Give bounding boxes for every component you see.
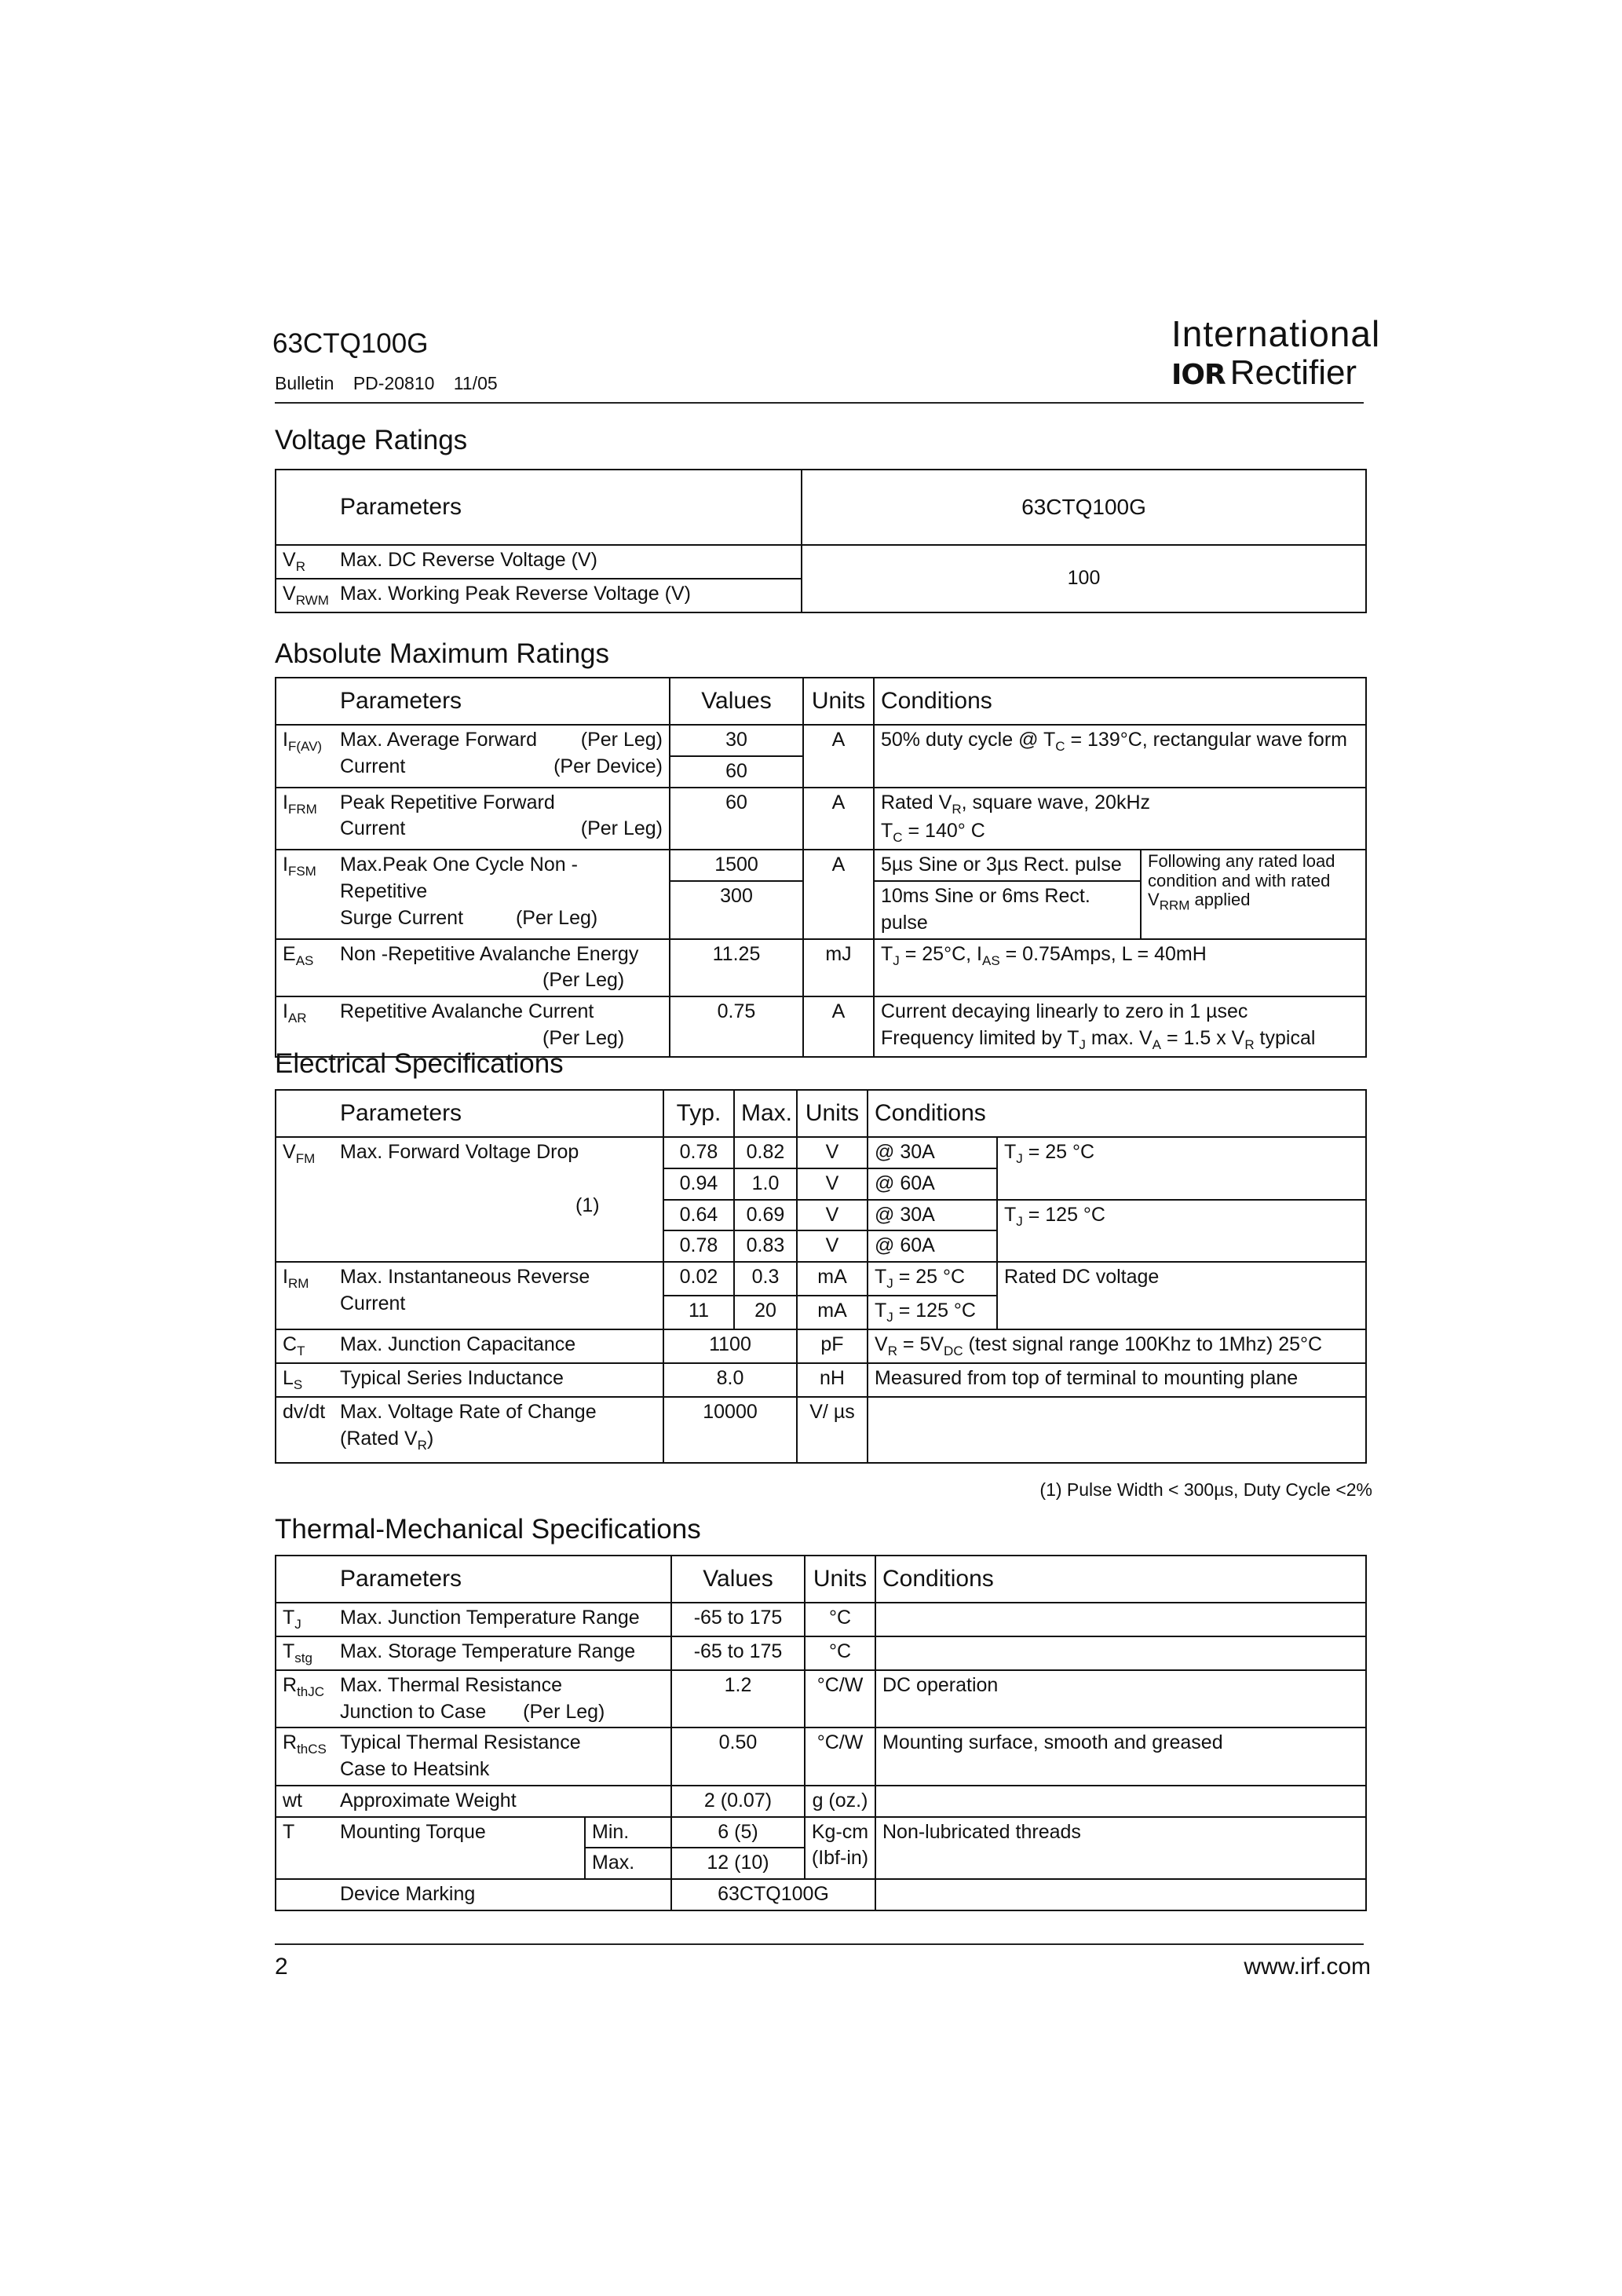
value-iar: 0.75 — [670, 996, 803, 1057]
elec-title: Electrical Specifications — [275, 1048, 564, 1079]
param-ls: Typical Series Inductance — [334, 1363, 663, 1397]
bulletin-label: Bulletin — [275, 373, 334, 393]
cond-ifsm-note: Following any rated load condition and with rated $V_{RRM}$ applied — [1141, 850, 1366, 938]
voltage-value: 100 — [802, 545, 1366, 612]
irm-unit: mA — [797, 1296, 868, 1329]
unit-rthcs: °C/W — [805, 1727, 875, 1786]
param-torque: Mounting Torque — [334, 1817, 585, 1880]
header-values: Values — [670, 678, 803, 725]
header-rule — [275, 402, 1364, 404]
bulletin-number: PD-20810 — [353, 373, 435, 393]
value-ls: 8.0 — [663, 1363, 797, 1397]
value-eas: 11.25 — [670, 939, 803, 997]
vfm-max: 0.82 — [734, 1137, 797, 1168]
cond-rthjc: DC operation — [875, 1670, 1366, 1728]
irm-cond: Rated DC voltage — [997, 1262, 1366, 1329]
unit-ifsm: A — [803, 850, 874, 938]
irm-typ: 11 — [663, 1296, 734, 1329]
cond-ifav: 50% duty cycle @ $T_C = 139^\circ C$, rectangular wave form — [874, 725, 1366, 788]
unit-torque: Kg-cm (Ibf-in) — [805, 1817, 875, 1880]
unit-tj: °C — [805, 1603, 875, 1636]
header-typ: Typ. — [663, 1090, 734, 1137]
torque-max-label: Max. — [585, 1848, 671, 1879]
param-eas: Non -Repetitive Avalanche Energy (Per Leg) — [334, 939, 670, 997]
logo-rectifier — [1171, 353, 1357, 393]
vfm-max: 0.69 — [734, 1200, 797, 1231]
unit-wt: g (oz.) — [805, 1786, 875, 1817]
unit-tstg: °C — [805, 1636, 875, 1670]
value-ct: 1100 — [663, 1329, 797, 1363]
header-conditions: Conditions — [874, 678, 1366, 725]
part-number: 63CTQ100G — [272, 328, 429, 359]
param-iar: Repetitive Avalanche Current (Per Leg) — [334, 996, 670, 1057]
vfm-max: 1.0 — [734, 1168, 797, 1200]
website-link[interactable]: www.irf.com — [1244, 1954, 1371, 1980]
irm-tj25: $T_J = 25$ °C — [868, 1262, 997, 1296]
header-units: Units — [805, 1556, 875, 1603]
vfm-cond: @ 60A — [868, 1168, 997, 1200]
value-rthjc: 1.2 — [671, 1670, 805, 1728]
irm-typ: 0.02 — [663, 1262, 734, 1296]
value-ifrm: 60 — [670, 788, 803, 850]
symbol-ifsm: $I_{FSM}$ — [276, 850, 334, 938]
value-dvdt: 10000 — [663, 1397, 797, 1463]
cond-ct: $V_R = 5V_{DC}$ (test signal range 100Khz to 1Mhz) 25°C — [868, 1329, 1366, 1363]
symbol-iar: $I_{AR}$ — [276, 996, 334, 1057]
vfm-cond: @ 30A — [868, 1137, 997, 1168]
value-rthcs: 0.50 — [671, 1727, 805, 1786]
logo-rectifier-text: Rectifier — [1229, 353, 1357, 392]
symbol-ifav: $I_{F(AV)}$ — [276, 725, 334, 788]
absmax-table — [275, 677, 1367, 1058]
footnote: (1) Pulse Width < 300µs, Duty Cycle <2% — [1039, 1479, 1372, 1500]
vfm-unit: V — [797, 1137, 868, 1168]
symbol-ifrm: $I_{FRM}$ — [276, 788, 334, 850]
param-tstg: Max. Storage Temperature Range — [334, 1636, 671, 1670]
cond-ls: Measured from top of terminal to mounting plane — [868, 1363, 1366, 1397]
vfm-typ: 0.78 — [663, 1137, 734, 1168]
header-parameters: Parameters — [334, 1556, 671, 1603]
header-parameters: Parameters — [334, 1090, 663, 1137]
vfm-cond: @ 60A — [868, 1230, 997, 1262]
symbol-tstg: $T_{stg}$ — [276, 1636, 334, 1670]
symbol-eas: $E_{AS}$ — [276, 939, 334, 997]
vfm-tj25: $T_J = 25$ °C — [997, 1137, 1366, 1200]
header-values: Values — [671, 1556, 805, 1603]
unit-dvdt: V/ µs — [797, 1397, 868, 1463]
value-device-marking: 63CTQ100G — [671, 1879, 875, 1910]
unit-ls: nH — [797, 1363, 868, 1397]
param-tj: Max. Junction Temperature Range — [334, 1603, 671, 1636]
absmax-title: Absolute Maximum Ratings — [275, 638, 609, 669]
vfm-unit: V — [797, 1230, 868, 1262]
header-parameters: Parameters — [334, 678, 670, 725]
symbol-dvdt: dv/dt — [276, 1397, 334, 1463]
param-ct: Max. Junction Capacitance — [334, 1329, 663, 1363]
header-parameters: Parameters — [334, 470, 802, 545]
header-part: 63CTQ100G — [802, 470, 1366, 545]
value-tstg: -65 to 175 — [671, 1636, 805, 1670]
param-wt: Approximate Weight — [334, 1786, 671, 1817]
irm-max: 0.3 — [734, 1262, 797, 1296]
irm-unit: mA — [797, 1262, 868, 1296]
header-conditions: Conditions — [875, 1556, 1366, 1603]
unit-rthjc: °C/W — [805, 1670, 875, 1728]
header-units: Units — [803, 678, 874, 725]
vfm-max: 0.83 — [734, 1230, 797, 1262]
vfm-cond: @ 30A — [868, 1200, 997, 1231]
cond-eas: $T_J = 25^\circ C$, $I_{AS}$ = 0.75Amps, L = 40mH — [874, 939, 1366, 997]
value-ifsm: 1500 300 — [670, 850, 803, 938]
param-ifav: Max. Average Forward (Per Leg) Current (Per Device) — [334, 725, 670, 788]
symbol-t: T — [276, 1817, 334, 1880]
symbol-irm: $I_{RM}$ — [276, 1262, 334, 1329]
vfm-typ: 0.94 — [663, 1168, 734, 1200]
unit-ct: pF — [797, 1329, 868, 1363]
bulletin-line — [275, 373, 512, 394]
irm-max: 20 — [734, 1296, 797, 1329]
symbol-rthcs: $R_{thCS}$ — [276, 1727, 334, 1786]
cond-torque: Non-lubricated threads — [875, 1817, 1366, 1880]
voltage-ratings-table — [275, 469, 1367, 613]
thermal-title: Thermal-Mechanical Specifications — [275, 1514, 701, 1545]
param-rthcs: Typical Thermal Resistance Case to Heatsink — [334, 1727, 671, 1786]
param-ifsm: Max.Peak One Cycle Non -Repetitive Surge Current (Per Leg) — [334, 850, 670, 938]
symbol-rthjc: $R_{thJC}$ — [276, 1670, 334, 1728]
param-dvdt: Max. Voltage Rate of Change (Rated $V_R$) — [334, 1397, 663, 1463]
voltage-ratings-title: Voltage Ratings — [275, 425, 468, 455]
torque-min-label: Min. — [585, 1817, 671, 1848]
irm-tj125: $T_J = 125$ °C — [868, 1296, 997, 1329]
header-conditions: Conditions — [868, 1090, 1366, 1137]
elec-table — [275, 1089, 1367, 1464]
symbol-vrwm: $V_{RWM}$ — [276, 579, 334, 612]
torque-min-value: 6 (5) — [671, 1817, 805, 1848]
param-vfm: Max. Forward Voltage Drop (1) — [334, 1137, 663, 1262]
param-device-marking: Device Marking — [334, 1879, 671, 1910]
value-ifav: 30 60 — [670, 725, 803, 788]
param-vr: Max. DC Reverse Voltage (V) — [334, 545, 802, 579]
symbol-tj: $T_J$ — [276, 1603, 334, 1636]
header-units: Units — [797, 1090, 868, 1137]
unit-iar: A — [803, 996, 874, 1057]
unit-eas: mJ — [803, 939, 874, 997]
cond-ifrm: Rated $V_R$, square wave, 20kHz $T_C = 140^\circ$ C — [874, 788, 1366, 850]
param-rthjc: Max. Thermal Resistance Junction to Case (Per Leg) — [334, 1670, 671, 1728]
vfm-typ: 0.64 — [663, 1200, 734, 1231]
value-tj: -65 to 175 — [671, 1603, 805, 1636]
value-wt: 2 (0.07) — [671, 1786, 805, 1817]
symbol-ct: $C_T$ — [276, 1329, 334, 1363]
vfm-unit: V — [797, 1200, 868, 1231]
ior-logo-mark: IOR — [1171, 359, 1226, 391]
cond-ifsm-pulse: 5µs Sine or 3µs Rect. pulse 10ms Sine or 6ms Rect. pulse — [874, 850, 1141, 938]
vfm-typ: 0.78 — [663, 1230, 734, 1262]
symbol-vfm: $V_{FM}$ — [276, 1137, 334, 1262]
vfm-tj125: $T_J = 125$ °C — [997, 1200, 1366, 1263]
torque-max-value: 12 (10) — [671, 1848, 805, 1879]
param-vrwm: Max. Working Peak Reverse Voltage (V) — [334, 579, 802, 612]
cond-rthcs: Mounting surface, smooth and greased — [875, 1727, 1366, 1786]
param-irm: Max. Instantaneous Reverse Current — [334, 1262, 663, 1329]
footer-rule — [275, 1943, 1364, 1945]
logo-international: International — [1171, 313, 1381, 354]
cond-iar: Current decaying linearly to zero in 1 µsec Frequency limited by $T_J$ max. $V_A = 1.5$ x $V_R$ typical — [874, 996, 1366, 1057]
symbol-wt: wt — [276, 1786, 334, 1817]
param-ifrm: Peak Repetitive Forward Current (Per Leg) — [334, 788, 670, 850]
page-number: 2 — [275, 1954, 288, 1980]
symbol-ls: $L_S$ — [276, 1363, 334, 1397]
symbol-vr: $V_R$ — [276, 545, 334, 579]
header-max: Max. — [734, 1090, 797, 1137]
unit-ifrm: A — [803, 788, 874, 850]
vfm-unit: V — [797, 1168, 868, 1200]
thermal-table — [275, 1555, 1367, 1911]
bulletin-date: 11/05 — [453, 373, 498, 393]
unit-ifav: A — [803, 725, 874, 788]
